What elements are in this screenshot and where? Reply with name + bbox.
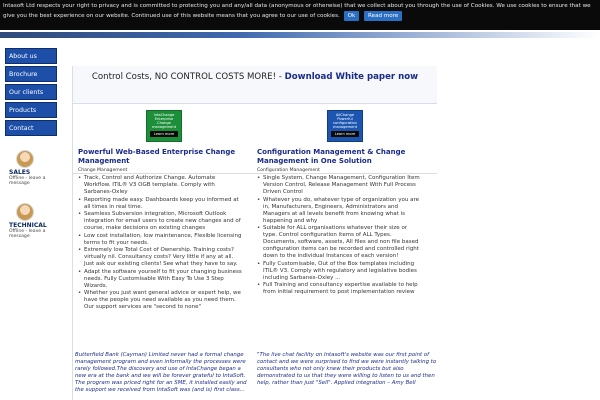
list-item: • Extremely low Total Cost of Ownership. Training costs? virtually nil. Consultancy costs? Very little if any at all. Just ask our existing clients! See what they have to say.	[78, 247, 243, 268]
list-item: • Adapt the software yourself to fit your changing business needs. Fully Customisable With Easy To Use 3 Step Wizards.	[78, 269, 243, 290]
list-item: • Fully Customisable, Out of the Box templates including ITIL® V3. Comply with regulatory and legislative bodies including Sarbanes-Oxley ...	[257, 261, 422, 282]
left-column	[78, 148, 243, 312]
technical-status: Offline - leave a message	[9, 229, 46, 239]
promo-row	[73, 66, 437, 104]
left-feature-list	[78, 175, 243, 311]
allchange-product-tag: Powerful configuration management	[332, 117, 358, 129]
cookie-notice-bar	[0, 0, 600, 30]
sales-status: Offline - leave a message	[9, 176, 46, 186]
right-column-title: Configuration Management & Change Management in One Solution	[257, 148, 406, 165]
list-item: • Whatever you do, whatever type of organization you are in, Manufacturers, Engineers, Administrators and Managers at all levels benefit from knowing what is happening and why	[257, 197, 422, 225]
technical-chat-widget[interactable]	[6, 203, 56, 239]
right-feature-list	[257, 175, 422, 296]
allchange-learn-more-button[interactable]: Learn more	[331, 131, 359, 137]
list-item: • Reporting made easy. Dashboards keep you informed at all times in real time.	[78, 197, 243, 211]
list-item: • Single System, Change Management, Configuration Item Version Control, Release Management With Full Process Driven Control	[257, 175, 422, 196]
intachange-product-tag: Change management	[151, 121, 177, 129]
cookie-notice-text: Intasoft Ltd respects your right to privacy and is committed to protecting you and any/all data (anonymous or otherwise) that we collect about you through the use of Cookies. We use cookies to ensure that we give you the best experience on our website. Continued use of this website means that you agree to our use of cookies.	[3, 3, 591, 19]
sales-chat-widget[interactable]	[6, 150, 56, 186]
cookie-ok-button[interactable]: Ok	[344, 11, 360, 21]
list-item: • Full Training and consultancy expertise available to help from initial requirement to post implementation review	[257, 282, 422, 296]
list-item: • Track, Control and Authorize Change. Automate Workflow. ITIL® V3 OGB template. Comply with Sarbanes-Oxley	[78, 175, 243, 196]
intachange-learn-more-button[interactable]: Learn more	[150, 131, 178, 137]
intachange-product-banner[interactable]	[146, 110, 182, 142]
list-item: • Low cost installation, low maintenance, Flexible licensing terms to fit your needs.	[78, 233, 243, 247]
left-column-title: Powerful Web-Based Enterprise Change Management	[78, 148, 236, 165]
download-whitepaper-link[interactable]: Download White paper now	[284, 72, 419, 82]
intachange-product-name: IntaChange Enterprise	[153, 113, 175, 121]
header-swoosh	[0, 32, 600, 38]
left-nav	[5, 48, 57, 138]
list-item: • Seamless Subversion integration, Microsoft Outlook integration for email users to create new changes and of course, make decisions on existing changes	[78, 211, 243, 232]
nav-item-products[interactable]: Products	[5, 102, 57, 118]
nav-item-our-clients[interactable]: Our clients	[5, 84, 57, 100]
allchange-product-name: AllChange	[335, 113, 355, 117]
nav-item-about-us[interactable]: About us	[5, 48, 57, 64]
sales-title: SALES	[9, 169, 31, 176]
right-column	[257, 148, 422, 297]
promo-lead-text: Control Costs, NO CONTROL COSTS MORE! -	[91, 72, 285, 82]
technical-title: TECHNICAL	[9, 222, 47, 229]
header-band	[0, 30, 600, 40]
nav-item-brochure[interactable]: Brochure	[5, 66, 57, 82]
sales-agent-avatar	[16, 150, 34, 168]
list-item: • Whether you just want general advice or expert help, we have the people you need available as you need them. Our support services are "second to none"	[78, 290, 243, 311]
right-testimonial: "The live chat facility on Intasoft's website was our first point of contact and we were surprised to find we were instantly talking to consultants who not only knew their products but also demonstrated to us that they were willing to listen to us and then help, rather than just "Sell". Applied integration – Amy Bell	[257, 352, 437, 386]
cookie-read-more-button[interactable]: Read more	[364, 11, 402, 21]
left-column-subtitle: Change Management	[78, 168, 128, 173]
nav-item-contact[interactable]: Contact	[5, 120, 57, 136]
list-item: • Suitable for ALL organisations whatever their size or type. Control configuration items of ALL Types. Documents, software, assets, All files and non file based configuration items can be recorded and controlled right down to the individual Instances of each version!	[257, 225, 422, 260]
left-testimonial: Butterfield Bank (Cayman) Limited never had a formal change management program and even informally the processes were rarely followed.The discovery and use of IntaChange began a new era at the bank and we will be forever grateful to IntaSoft. The program was priced right for an SME, it installed easily and the support we received from IntaSoft was (and is) first class...	[75, 352, 247, 393]
promo-text	[73, 66, 437, 85]
allchange-product-banner[interactable]	[327, 110, 363, 142]
technical-agent-avatar	[16, 203, 34, 221]
right-column-subtitle: Configuration Management	[257, 168, 320, 173]
